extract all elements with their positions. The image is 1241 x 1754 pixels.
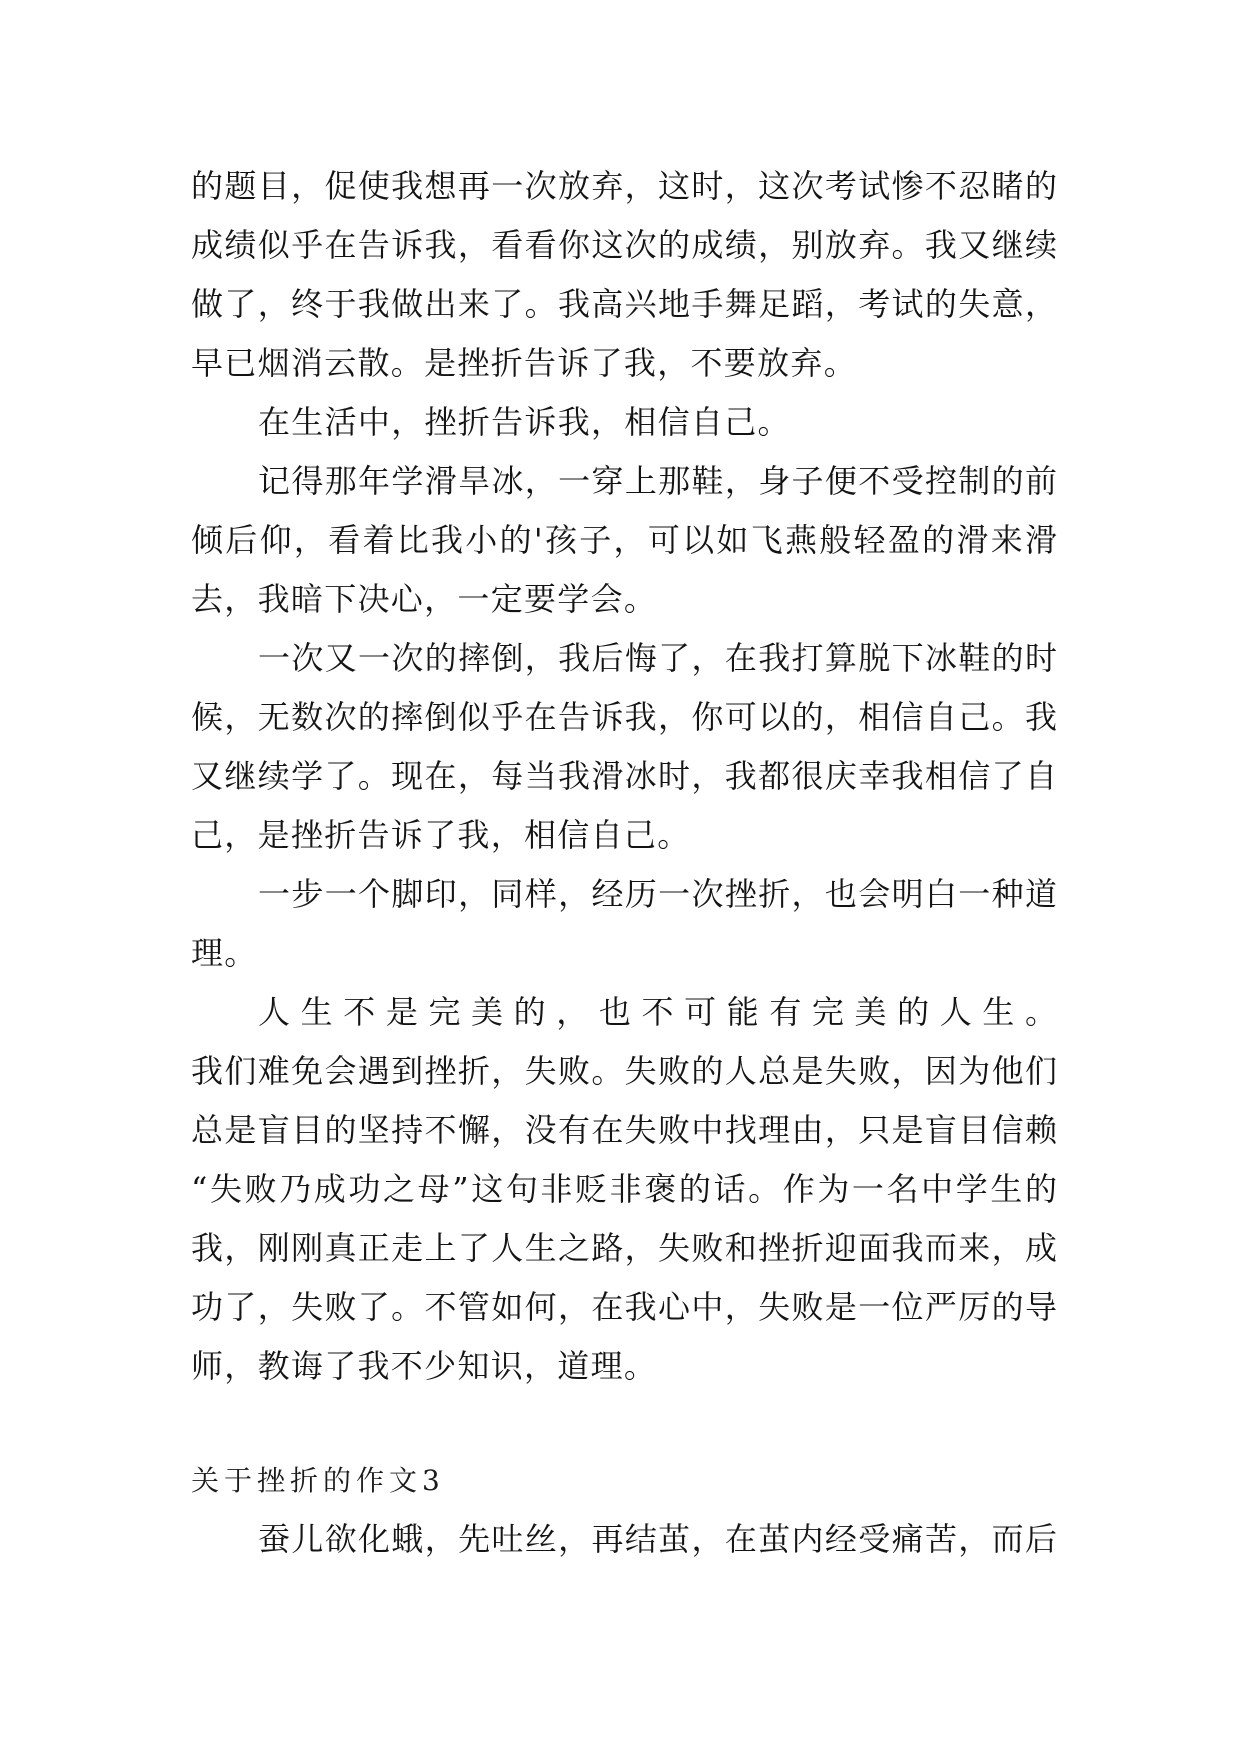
text-line: 一步一个脚印，同样，经历一次挫折，也会明白一种道	[258, 875, 1057, 913]
text-line: 候，无数次的摔倒似乎在告诉我，你可以的，相信自己。我	[191, 698, 1057, 736]
essay-heading: 关于挫折的作文3	[191, 1464, 445, 1497]
text-line: 倾后仰，看着比我小的'孩子，可以如飞燕般轻盈的滑来滑	[191, 521, 1057, 559]
paragraph	[191, 865, 1057, 983]
text-line: 成绩似乎在告诉我，看看你这次的成绩，别放弃。我又继续	[191, 226, 1057, 264]
text-line: 我，刚刚真正走上了人生之路，失败和挫折迎面我而来，成	[191, 1229, 1057, 1267]
paragraph	[191, 1510, 1057, 1569]
text-line: 我们难免会遇到挫折，失败。失败的人总是失败，因为他们	[191, 1052, 1057, 1090]
document-body	[191, 157, 1057, 1569]
text-line: 蚕儿欲化蛾，先吐丝，再结茧，在茧内经受痛苦，而后	[258, 1520, 1057, 1558]
paragraph	[191, 629, 1057, 865]
text-line: 总是盲目的坚持不懈，没有在失败中找理由，只是盲目信赖	[191, 1111, 1057, 1149]
text-line: “失败乃成功之母”这句非贬非褒的话。作为一名中学生的	[191, 1170, 1057, 1208]
text-line: 在生活中，挫折告诉我，相信自己。	[258, 403, 791, 441]
paragraph	[191, 452, 1057, 629]
text-line: 一次又一次的摔倒，我后悔了，在我打算脱下冰鞋的时	[258, 639, 1057, 677]
text-line: 己，是挫折告诉了我，相信自己。	[191, 816, 691, 854]
text-line: 早已烟消云散。是挫折告诉了我，不要放弃。	[191, 344, 858, 382]
text-line: 功了，失败了。不管如何，在我心中，失败是一位严厉的导	[191, 1288, 1057, 1326]
text-line: 人生不是完美的，也不可能有完美的人生。	[258, 993, 1057, 1031]
text-line: 去，我暗下决心，一定要学会。	[191, 580, 658, 618]
paragraph	[191, 983, 1057, 1396]
text-line: 又继续学了。现在，每当我滑冰时，我都很庆幸我相信了自	[191, 757, 1057, 795]
paragraph	[191, 393, 1057, 452]
text-line: 的题目，促使我想再一次放弃，这时，这次考试惨不忍睹的	[191, 167, 1057, 205]
text-line: 师，教诲了我不少知识，道理。	[191, 1347, 658, 1385]
paragraph	[191, 157, 1057, 393]
text-line: 做了，终于我做出来了。我高兴地手舞足蹈，考试的失意，	[191, 285, 1057, 323]
text-line: 理。	[191, 934, 258, 972]
text-line: 记得那年学滑旱冰，一穿上那鞋，身子便不受控制的前	[258, 462, 1057, 500]
